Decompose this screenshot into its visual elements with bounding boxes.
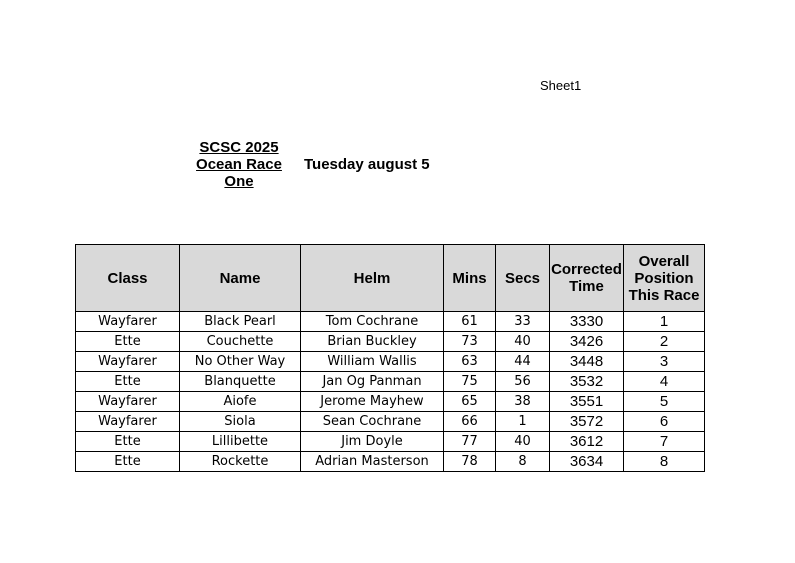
header-row [76,245,705,312]
cell-class: Wayfarer [76,392,180,412]
table-row [76,332,705,352]
cell-helm: Tom Cochrane [301,312,444,332]
cell-helm: William Wallis [301,352,444,372]
cell-mins: 63 [444,352,496,372]
cell-position: 1 [624,312,705,332]
table-row [76,452,705,472]
cell-helm: Jan Og Panman [301,372,444,392]
cell-position: 4 [624,372,705,392]
cell-class: Ette [76,372,180,392]
cell-name: Blanquette [180,372,301,392]
cell-corrected-time: 3572 [550,412,624,432]
cell-class: Wayfarer [76,312,180,332]
cell-position: 6 [624,412,705,432]
cell-secs: 1 [496,412,550,432]
cell-position: 7 [624,432,705,452]
header-secs: Secs [496,245,550,312]
cell-name: Siola [180,412,301,432]
cell-corrected-time: 3612 [550,432,624,452]
cell-helm: Jerome Mayhew [301,392,444,412]
cell-name: No Other Way [180,352,301,372]
header-class: Class [76,245,180,312]
cell-helm: Adrian Masterson [301,452,444,472]
cell-corrected-time: 3532 [550,372,624,392]
cell-secs: 33 [496,312,550,332]
cell-helm: Brian Buckley [301,332,444,352]
header-helm: Helm [301,245,444,312]
cell-mins: 78 [444,452,496,472]
cell-position: 2 [624,332,705,352]
header-mins: Mins [444,245,496,312]
cell-mins: 73 [444,332,496,352]
cell-class: Wayfarer [76,352,180,372]
cell-secs: 56 [496,372,550,392]
cell-corrected-time: 3634 [550,452,624,472]
cell-corrected-time: 3448 [550,352,624,372]
cell-position: 3 [624,352,705,372]
cell-mins: 61 [444,312,496,332]
cell-helm: Sean Cochrane [301,412,444,432]
cell-name: Black Pearl [180,312,301,332]
cell-name: Lillibette [180,432,301,452]
cell-secs: 40 [496,332,550,352]
cell-mins: 65 [444,392,496,412]
cell-name: Couchette [180,332,301,352]
cell-name: Aiofe [180,392,301,412]
table-row [76,412,705,432]
cell-corrected-time: 3330 [550,312,624,332]
cell-secs: 40 [496,432,550,452]
cell-corrected-time: 3551 [550,392,624,412]
cell-name: Rockette [180,452,301,472]
table-row [76,352,705,372]
cell-class: Wayfarer [76,412,180,432]
cell-secs: 44 [496,352,550,372]
header-corrected-time: Corrected Time [550,245,624,312]
table-row [76,432,705,452]
header-name: Name [180,245,301,312]
table-row [76,372,705,392]
table-row [76,392,705,412]
table-row [76,312,705,332]
cell-mins: 75 [444,372,496,392]
cell-secs: 8 [496,452,550,472]
cell-class: Ette [76,332,180,352]
race-title: SCSC 2025 Ocean Race One [196,139,282,190]
cell-class: Ette [76,432,180,452]
cell-position: 5 [624,392,705,412]
race-date: Tuesday august 5 [304,156,430,173]
cell-secs: 38 [496,392,550,412]
header-overall-position: Overall Position This Race [624,245,705,312]
cell-mins: 77 [444,432,496,452]
results-table [75,244,705,472]
cell-mins: 66 [444,412,496,432]
sheet-name: Sheet1 [540,78,582,93]
cell-helm: Jim Doyle [301,432,444,452]
cell-position: 8 [624,452,705,472]
cell-corrected-time: 3426 [550,332,624,352]
cell-class: Ette [76,452,180,472]
